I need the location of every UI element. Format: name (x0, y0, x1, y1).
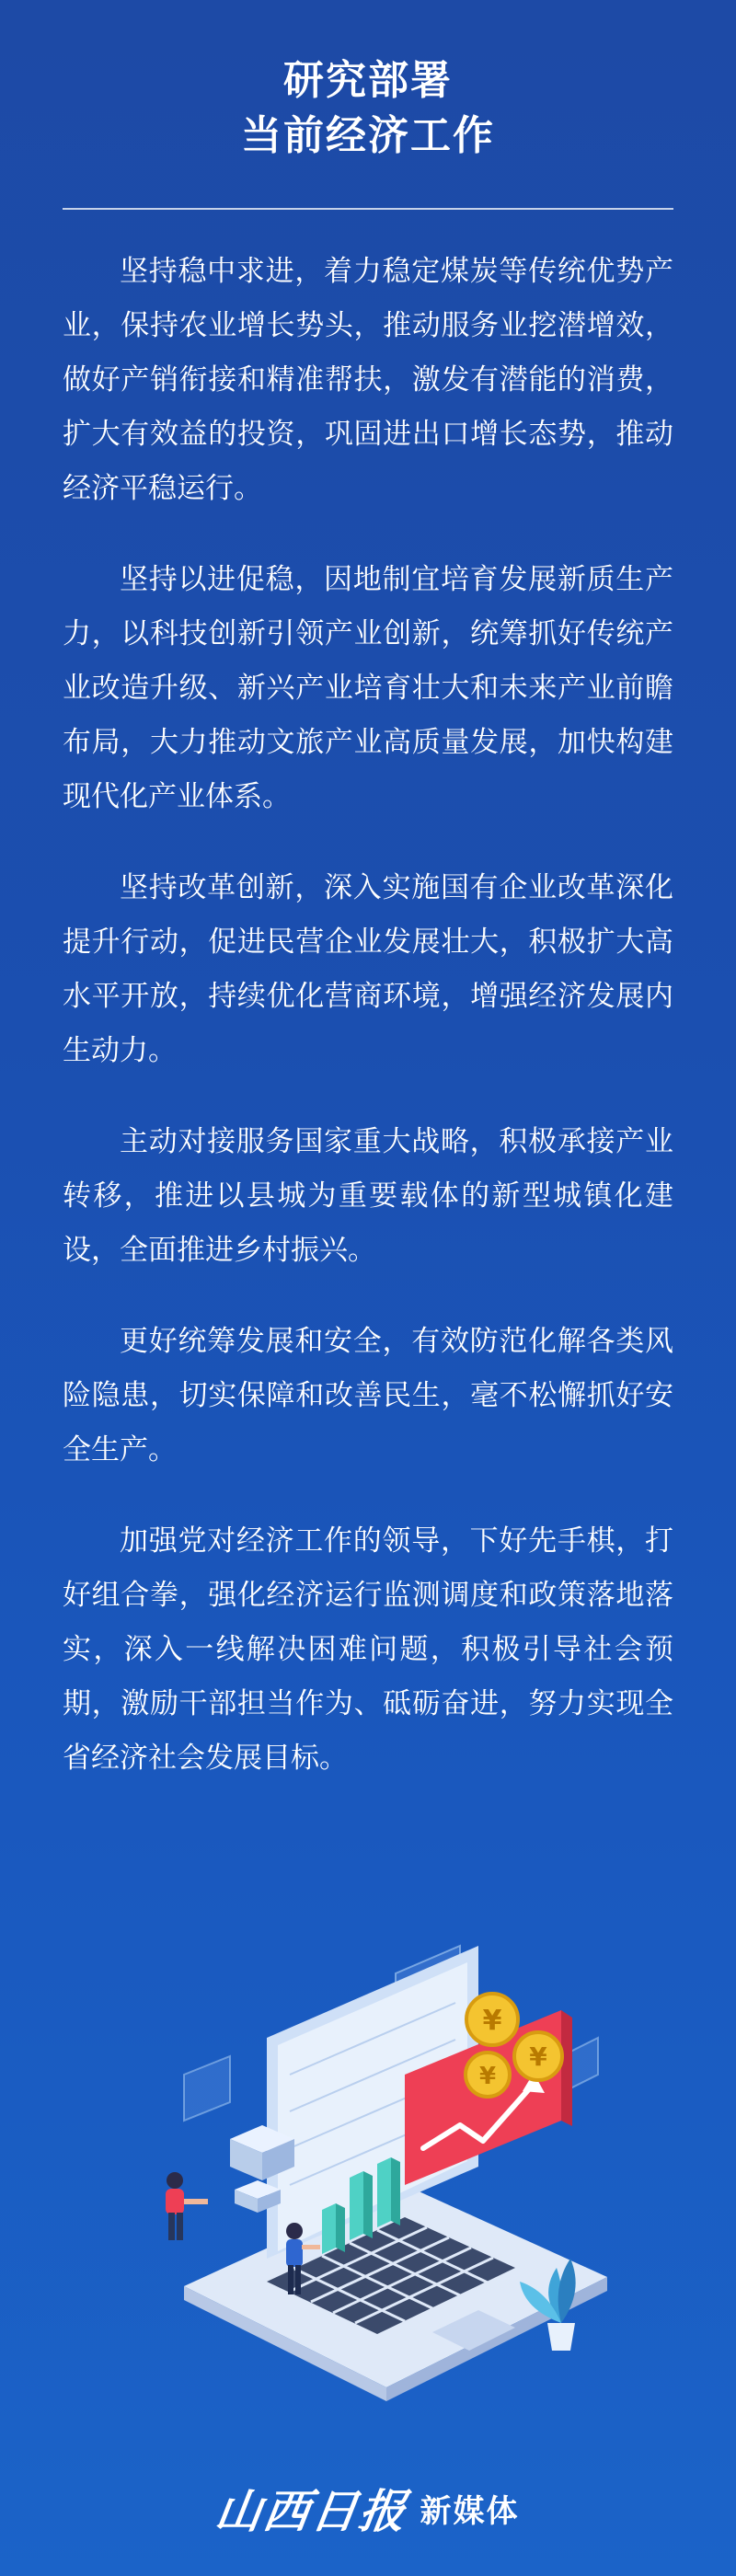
paragraph-1: 坚持稳中求进，着力稳定煤炭等传统优势产业，保持农业增长势头，推动服务业挖潜增效，做好产销衔接和精准帮扶，激发有潜能的消费，扩大有效益的投资，巩固进出口增长态势，推动经济平稳运行。 (63, 255, 673, 505)
page-title-line-2: 当前经济工作 (241, 112, 495, 159)
paragraph-6: 加强党对经济工作的领导，下好先手棋，打好组合拳，强化经济运行监测调度和政策落地落实，深入一线解决困难问题，积极引导社会预期，激励干部担当作为、砥砺奋进，努力实现全省经济社会发展目标。 (63, 1524, 673, 1775)
paragraph-4: 主动对接服务国家重大战略，积极承接产业转移，推进以县城为重要载体的新型城镇化建设，全面推进乡村振兴。 (63, 1125, 673, 1267)
coin-symbol-3: ¥ (478, 2063, 497, 2090)
title-block (0, 53, 736, 164)
person-figure-left (166, 2172, 208, 2240)
page-title-line-1: 研究部署 (283, 57, 453, 104)
coin-icon-2 (514, 2032, 562, 2080)
coin-symbol-1: ¥ (482, 2005, 502, 2037)
title-divider (63, 208, 673, 210)
laptop-illustration-svg (129, 1937, 626, 2401)
article-body (63, 245, 673, 1823)
laptop-illustration (129, 1937, 626, 2401)
footer-brand (0, 2475, 736, 2541)
brand-suffix: 新媒体 (420, 2492, 520, 2530)
coin-icon-3 (466, 2053, 510, 2097)
brand-logo: 山西日报 (212, 2484, 412, 2538)
paragraph-5: 更好统筹发展和安全，有效防范化解各类风险隐患，切实保障和改善民生，毫不松懈抓好安全生产。 (63, 1325, 673, 1466)
paragraph-3: 坚持改革创新，深入实施国有企业改革深化提升行动，促进民营企业发展壮大，积极扩大高水平开放，持续优化营商环境，增强经济发展内生动力。 (63, 871, 673, 1067)
paragraph-2: 坚持以进促稳，因地制宜培育发展新质生产力，以科技创新引领产业创新，统筹抓好传统产业改造升级、新兴产业培育壮大和未来产业前瞻布局，大力推动文旅产业高质量发展，加快构建现代化产业体系。 (63, 563, 673, 813)
coin-icon-1 (466, 1994, 518, 2045)
coin-symbol-2: ¥ (529, 2041, 547, 2072)
